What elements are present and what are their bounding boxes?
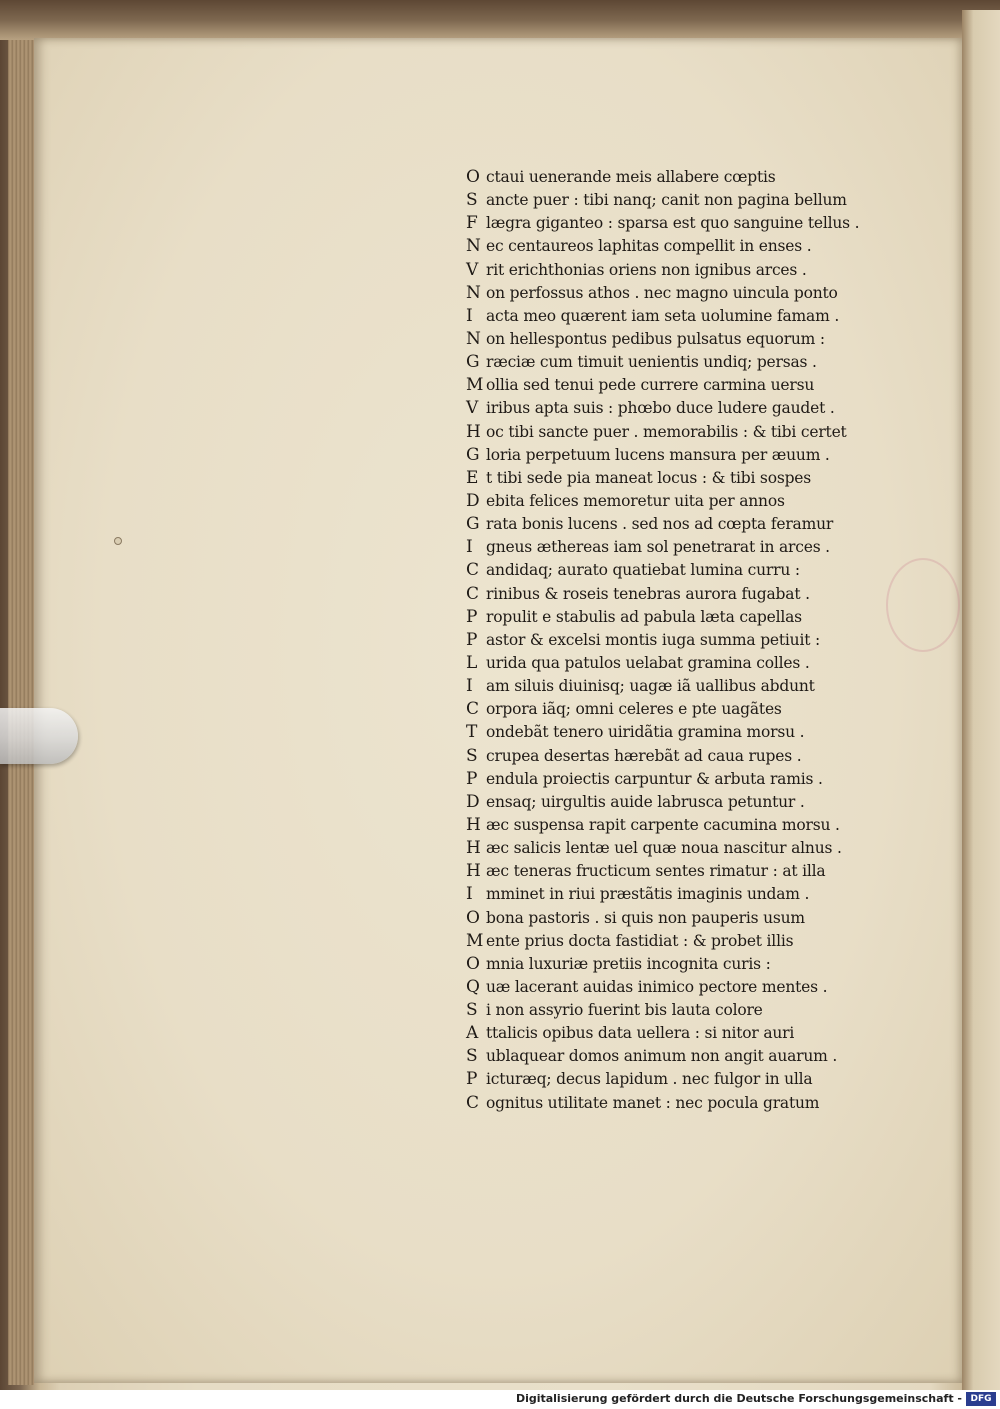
verse-line bbox=[466, 930, 876, 953]
verse-text: iribus apta suis : phœbo duce ludere gaudet . bbox=[486, 399, 835, 418]
verse-text: ancte puer : tibi nanq; canit non pagina bellum bbox=[486, 191, 847, 210]
verse-line bbox=[466, 999, 876, 1022]
facing-page-edge bbox=[962, 10, 1000, 1390]
verse-initial: D bbox=[466, 490, 480, 511]
verse-line bbox=[466, 629, 876, 652]
verse-text: astor & excelsi montis iuga summa petiuit : bbox=[486, 630, 820, 649]
verse-initial: M bbox=[466, 930, 484, 951]
verse-line bbox=[466, 421, 876, 444]
verse-line bbox=[466, 189, 876, 212]
verse-initial: N bbox=[466, 282, 481, 303]
verse-line bbox=[466, 768, 876, 791]
verse-text: rinibus & roseis tenebras aurora fugabat . bbox=[486, 584, 810, 603]
verse-text: æc teneras fructicum sentes rimatur : at illa bbox=[486, 862, 826, 881]
verse-text: ondebãt tenero uiridãtia gramina morsu . bbox=[486, 723, 805, 742]
verse-line bbox=[466, 559, 876, 582]
verse-initial: D bbox=[466, 791, 480, 812]
verse-text: endula proiectis carpuntur & arbuta ramis . bbox=[486, 769, 823, 788]
verse-text: urida qua patulos uelabat gramina colles . bbox=[486, 653, 810, 672]
verse-text: ublaquear domos animum non angit auarum . bbox=[486, 1047, 838, 1066]
verse-initial: G bbox=[466, 514, 480, 535]
book-top-edge bbox=[0, 0, 1000, 40]
verse-text: æc salicis lentæ uel quæ noua nascitur alnus . bbox=[486, 839, 842, 858]
verse-text: acta meo quærent iam seta uolumine famam . bbox=[486, 306, 840, 325]
verse-text: on perfossus athos . nec magno uincula ponto bbox=[486, 283, 838, 302]
verse-text: ec centaureos laphitas compellit in enses . bbox=[486, 237, 812, 256]
verse-text: mminet in riui præstãtis imaginis undam . bbox=[486, 885, 810, 904]
verse-line bbox=[466, 444, 876, 467]
verse-text: t tibi sede pia maneat locus : & tibi sospes bbox=[486, 468, 812, 487]
verse-initial: C bbox=[466, 560, 480, 581]
verse-line bbox=[466, 1045, 876, 1068]
verse-initial: O bbox=[466, 907, 480, 928]
verse-initial: S bbox=[466, 1046, 478, 1067]
verse-initial: P bbox=[466, 606, 478, 627]
verse-initial: H bbox=[466, 861, 481, 882]
verse-text: orpora iãq; omni celeres e pte uagãtes bbox=[486, 700, 782, 719]
verse-text: icturæq; decus lapidum . nec fulgor in ulla bbox=[486, 1070, 813, 1089]
verse-text: rata bonis lucens . sed nos ad cœpta feramur bbox=[486, 515, 834, 534]
verse-text: rit erichthonias oriens non ignibus arces . bbox=[486, 260, 807, 279]
verse-initial: E bbox=[466, 467, 479, 488]
verse-initial: C bbox=[466, 1092, 480, 1113]
verse-initial: N bbox=[466, 328, 481, 349]
verse-line bbox=[466, 583, 876, 606]
verse-initial: I bbox=[466, 537, 473, 558]
verse-text: crupea desertas hærebãt ad caua rupes . bbox=[486, 746, 802, 765]
verse-line bbox=[466, 490, 876, 513]
verse-initial: S bbox=[466, 745, 478, 766]
verse-line bbox=[466, 698, 876, 721]
verse-initial: M bbox=[466, 375, 484, 396]
verse-line bbox=[466, 837, 876, 860]
faint-stamp-mark bbox=[886, 558, 960, 652]
page-marker-tab bbox=[0, 708, 78, 764]
verse-initial: H bbox=[466, 421, 481, 442]
verse-line bbox=[466, 976, 876, 999]
verse-initial: I bbox=[466, 884, 473, 905]
verse-line bbox=[466, 745, 876, 768]
verse-initial: C bbox=[466, 583, 480, 604]
verse-initial: G bbox=[466, 352, 480, 373]
verse-text: gneus æthereas iam sol penetrarat in arces . bbox=[486, 538, 830, 557]
digitization-footer bbox=[0, 1390, 1000, 1409]
verse-line bbox=[466, 467, 876, 490]
verse-initial: F bbox=[466, 213, 478, 234]
verse-text: ente prius docta fastidiat : & probet illis bbox=[486, 931, 794, 950]
verse-line bbox=[466, 953, 876, 976]
verse-line bbox=[466, 606, 876, 629]
dfg-logo: DFG bbox=[966, 1392, 996, 1406]
verse-line bbox=[466, 652, 876, 675]
verse-text: ropulit e stabulis ad pabula læta capellas bbox=[486, 607, 802, 626]
verse-initial: V bbox=[466, 398, 479, 419]
verse-initial: H bbox=[466, 838, 481, 859]
verse-line bbox=[466, 791, 876, 814]
verse-text: æc suspensa rapit carpente cacumina morsu . bbox=[486, 815, 840, 834]
verse-text: ognitus utilitate manet : nec pocula gratum bbox=[486, 1093, 820, 1112]
verse-line bbox=[466, 397, 876, 420]
verse-initial: T bbox=[466, 722, 478, 743]
verse-line bbox=[466, 536, 876, 559]
verse-line bbox=[466, 1022, 876, 1045]
verse-initial: A bbox=[466, 1023, 479, 1044]
verse-initial: N bbox=[466, 236, 481, 257]
verse-text: am siluis diuinisq; uagæ iã uallibus abdunt bbox=[486, 677, 815, 696]
verse-initial: V bbox=[466, 259, 479, 280]
verse-text: oc tibi sancte puer . memorabilis : & tibi certet bbox=[486, 422, 847, 441]
verse-line bbox=[466, 166, 876, 189]
verse-text: on hellespontus pedibus pulsatus equorum : bbox=[486, 329, 825, 348]
verse-line bbox=[466, 883, 876, 906]
verse-initial: O bbox=[466, 953, 480, 974]
verse-line bbox=[466, 675, 876, 698]
verse-line bbox=[466, 328, 876, 351]
verse-line bbox=[466, 374, 876, 397]
verse-text: ensaq; uirgultis auide labrusca petuntur . bbox=[486, 792, 805, 811]
verse-text: i non assyrio fuerint bis lauta colore bbox=[486, 1001, 763, 1020]
verse-text: lægra giganteo : sparsa est quo sanguine tellus . bbox=[486, 214, 860, 233]
verse-text: ctaui uenerande meis allabere cœptis bbox=[486, 168, 776, 186]
verse-line bbox=[466, 814, 876, 837]
verse-text: loria perpetuum lucens mansura per æuum . bbox=[486, 445, 830, 464]
verse-line bbox=[466, 282, 876, 305]
verse-line bbox=[466, 860, 876, 883]
verse-initial: O bbox=[466, 167, 480, 187]
verse-line bbox=[466, 907, 876, 930]
verse-initial: G bbox=[466, 444, 480, 465]
verse-text-block bbox=[466, 166, 876, 1115]
verse-line bbox=[466, 259, 876, 282]
verse-initial: S bbox=[466, 190, 478, 211]
verse-line bbox=[466, 1068, 876, 1091]
verse-text: ollia sed tenui pede currere carmina uersu bbox=[486, 376, 815, 395]
verse-initial: H bbox=[466, 814, 481, 835]
footer-credit: Digitalisierung gefördert durch die Deutsche Forschungsgemeinschaft - bbox=[515, 1392, 962, 1405]
verse-line bbox=[466, 235, 876, 258]
verse-text: ttalicis opibus data uellera : si nitor auri bbox=[486, 1024, 795, 1043]
verse-initial: C bbox=[466, 699, 480, 720]
verse-text: ebita felices memoretur uita per annos bbox=[486, 491, 785, 510]
verse-line bbox=[466, 351, 876, 374]
verse-line bbox=[466, 212, 876, 235]
verse-line bbox=[466, 305, 876, 328]
verse-text: uæ lacerant auidas inimico pectore mentes . bbox=[486, 977, 828, 996]
verse-text: andidaq; aurato quatiebat lumina curru : bbox=[486, 561, 800, 580]
verse-line bbox=[466, 1092, 876, 1115]
verse-initial: I bbox=[466, 305, 473, 326]
verse-initial: P bbox=[466, 629, 478, 650]
verse-text: bona pastoris . si quis non pauperis usum bbox=[486, 908, 805, 927]
verse-text: ræciæ cum timuit uenientis undiq; persas . bbox=[486, 353, 817, 372]
verse-line bbox=[466, 721, 876, 744]
verse-initial: P bbox=[466, 1069, 478, 1090]
verse-initial: P bbox=[466, 768, 478, 789]
verse-initial: Q bbox=[466, 976, 480, 997]
page-hole-mark bbox=[114, 537, 122, 545]
verse-initial: L bbox=[466, 652, 478, 673]
verse-initial: S bbox=[466, 1000, 478, 1021]
verse-line bbox=[466, 513, 876, 536]
verse-text: mnia luxuriæ pretiis incognita curis : bbox=[486, 954, 771, 973]
verse-initial: I bbox=[466, 676, 473, 697]
